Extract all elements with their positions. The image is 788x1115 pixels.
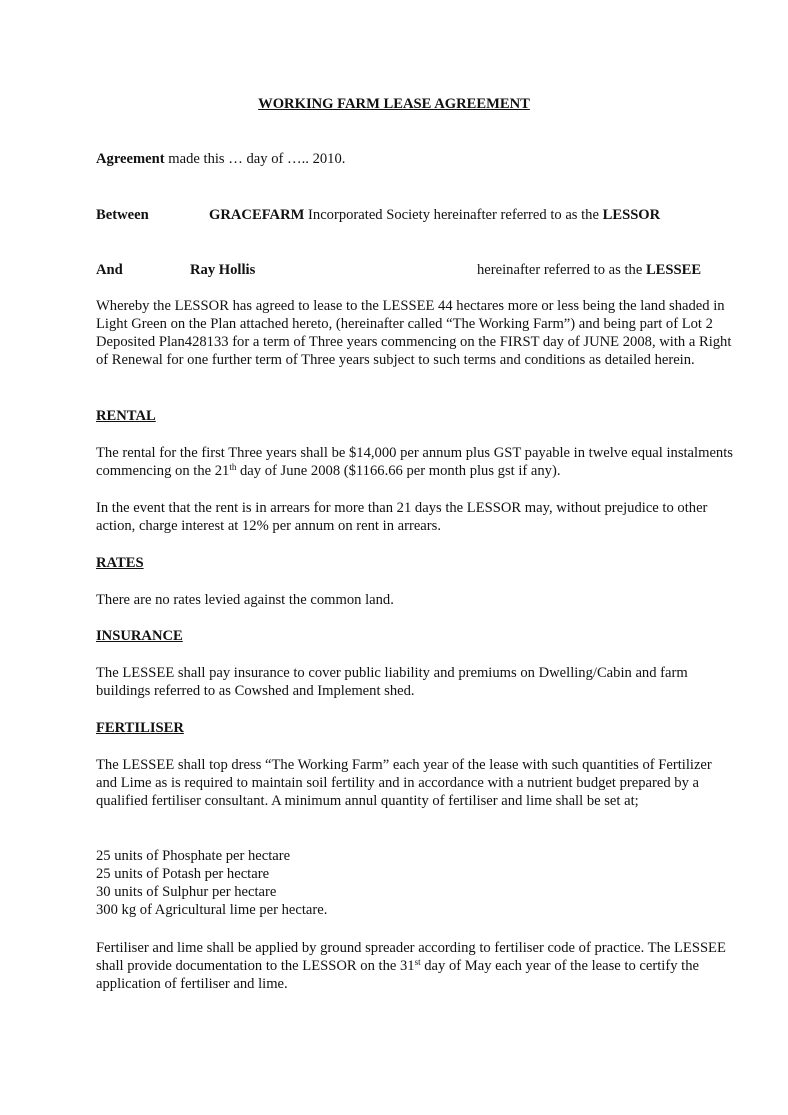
list-item: 25 units of Potash per hectare [96, 866, 270, 882]
lessor-role: LESSOR [602, 207, 661, 223]
lessor-party [209, 206, 660, 224]
fertiliser-list [96, 847, 736, 919]
list-item: 25 units of Phosphate per hectare [96, 848, 291, 864]
fertiliser-paragraph-2 [96, 939, 736, 993]
rates-paragraph: There are no rates levied against the common land. [96, 592, 394, 608]
rental-heading: RENTAL [96, 408, 156, 424]
insurance-paragraph: The LESSEE shall pay insurance to cover public liability and premiums on Dwelling/Cabin and farm buildings referred to as Cowshed and Implement shed. [96, 665, 688, 699]
lessee-party [477, 261, 701, 279]
lessee-role: LESSEE [645, 262, 702, 278]
insurance-heading: INSURANCE [96, 628, 183, 644]
lessee-text: hereinafter referred to as the [477, 262, 646, 278]
lessor-name: GRACEFARM [209, 207, 305, 223]
fertiliser-paragraph-1: The LESSEE shall top dress “The Working Farm” each year of the lease with such quantities of Fertilizer and Lime as is required to maintain soil fertility and in accordance with a nutrient budget prepared by a qualified fertiliser consultant. A minimum annul quantity of fertiliser and lime shall be set at; [96, 757, 712, 809]
lessor-text: Incorporated Society hereinafter referred to as the [304, 207, 603, 223]
fertiliser-p2-text-a: Fertiliser and lime shall be applied by ground spreader according to fertiliser code of practice. The LESSEE shall provide documentation to the LESSOR on the 31 [96, 940, 726, 974]
and-label-text: And [96, 262, 123, 278]
between-label [96, 206, 149, 224]
agreement-line [96, 150, 736, 168]
fertiliser-heading: FERTILISER [96, 720, 184, 736]
list-item: 300 kg of Agricultural lime per hectare. [96, 902, 328, 918]
list-item: 30 units of Sulphur per hectare [96, 884, 277, 900]
rental-p1-text-b: day of June 2008 ($1166.66 per month plus gst if any). [236, 463, 561, 479]
agreement-label: Agreement [96, 151, 165, 167]
whereby-paragraph: Whereby the LESSOR has agreed to lease to the LESSEE 44 hectares more or less being the land shaded in Light Green on the Plan attached hereto, (hereinafter called “The Working Farm”) and being part of Lot 2 Deposited Plan428133 for a term of Three years commencing on the FIRST day of JUNE 2008, with a Right of Renewal for one further term of Three years subject to such terms and conditions as detailed herein. [96, 298, 732, 368]
lessee-name: Ray Hollis [190, 262, 256, 278]
and-label [96, 261, 123, 279]
fertiliser-p2-superscript: st [414, 957, 421, 967]
rental-p1-superscript: th [229, 462, 237, 472]
between-label-text: Between [96, 207, 149, 223]
document-title: WORKING FARM LEASE AGREEMENT [258, 96, 530, 112]
rental-p1-text-a: The rental for the first Three years shall be $14,000 per annum plus GST payable in twelve equal instalments commencing on the 21 [96, 445, 733, 479]
rates-heading: RATES [96, 555, 144, 571]
agreement-text: made this … day of ….. 2010. [164, 151, 346, 167]
fertiliser-p2-text-b: day of May each year of the lease to certify the application of fertiliser and lime. [96, 958, 699, 992]
rental-paragraph-1 [96, 444, 736, 480]
rental-paragraph-2: In the event that the rent is in arrears for more than 21 days the LESSOR may, without prejudice to other action, charge interest at 12% per annum on rent in arrears. [96, 500, 708, 534]
